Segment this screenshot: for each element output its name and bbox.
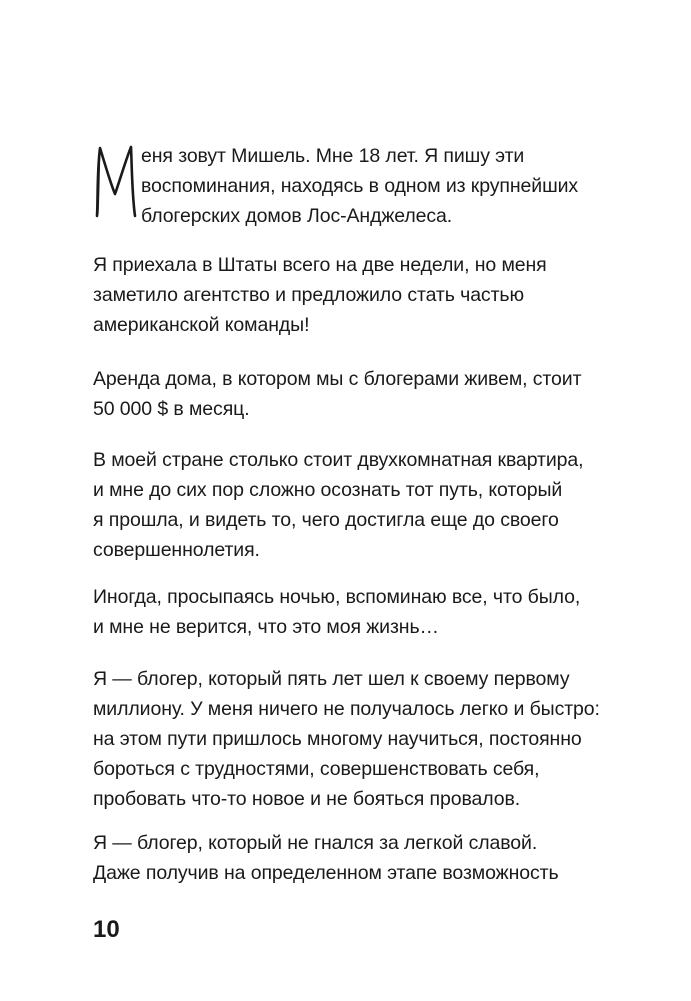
- text-line: воспоминания, находясь в одном из крупнейших: [141, 175, 579, 197]
- paragraph-1: [93, 141, 613, 231]
- paragraph-5: [93, 582, 613, 642]
- text-line: я прошла, и видеть то, чего достигла еще до своего: [93, 509, 559, 531]
- text-line: заметило агентство и предложило стать частью: [93, 284, 524, 306]
- text-line: на этом пути пришлось многому научиться, постоянно: [93, 728, 582, 750]
- paragraph-7: [93, 828, 613, 888]
- paragraph-6: [93, 664, 613, 814]
- text-line: совершеннолетия.: [93, 539, 260, 561]
- text-line: Я приехала в Штаты всего на две недели, но меня: [93, 254, 547, 276]
- text-line: и мне не верится, что это моя жизнь…: [93, 616, 439, 638]
- text-line: и мне до сих пор сложно осознать тот путь, который: [93, 479, 563, 501]
- text-line: Иногда, просыпаясь ночью, вспоминаю все, что было,: [93, 586, 581, 608]
- page-number: 10: [93, 916, 120, 943]
- paragraph-2: [93, 250, 613, 340]
- text-line: Аренда дома, в котором мы с блогерами живем, стоит: [93, 368, 582, 390]
- text-line: Я — блогер, который пять лет шел к своему первому: [93, 668, 570, 690]
- paragraph-3: [93, 364, 613, 424]
- text-line: миллиону. У меня ничего не получалось легко и быстро:: [93, 698, 600, 720]
- text-line: 50 000 $ в месяц.: [93, 398, 250, 420]
- text-line: еня зовут Мишель. Мне 18 лет. Я пишу эти: [141, 145, 525, 167]
- text-line: бороться с трудностями, совершенствовать себя,: [93, 758, 540, 780]
- text-line: американской команды!: [93, 314, 310, 336]
- text-line: пробовать что-то новое и не бояться провалов.: [93, 788, 521, 810]
- paragraph-4: [93, 445, 613, 565]
- text-line: блогерских домов Лос-Анджелеса.: [141, 205, 453, 227]
- text-line: В моей стране столько стоит двухкомнатная квартира,: [93, 449, 584, 471]
- text-line: Даже получив на определенном этапе возможность: [93, 862, 559, 884]
- text-line: Я — блогер, который не гнался за легкой славой.: [93, 832, 538, 854]
